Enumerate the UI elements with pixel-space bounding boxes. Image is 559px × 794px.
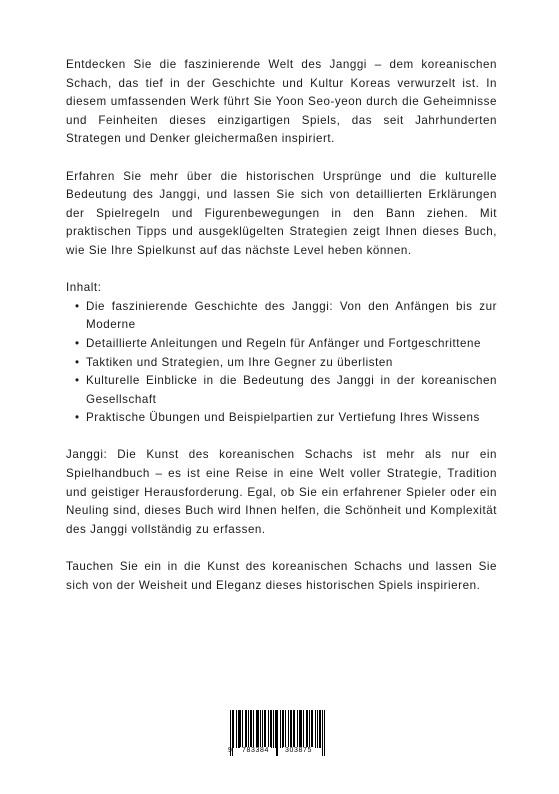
isbn-left-group: 783384 (242, 747, 269, 754)
contents-heading: Inhalt: (66, 281, 102, 295)
bullet-icon: • (75, 336, 80, 350)
closing-paragraph: Tauchen Sie ein in die Kunst des koreanischen Schachs und lassen Sie sich von der Weisheit und Eleganz dieses historischen Spiels inspirieren. (66, 560, 497, 592)
list-item-text: Taktiken und Strategien, um Ihre Gegner zu überlisten (86, 355, 393, 369)
list-item (66, 372, 497, 409)
list-item (66, 298, 497, 335)
back-cover-text (66, 56, 497, 595)
list-item (66, 409, 497, 428)
list-item-text: Detaillierte Anleitungen und Regeln für Anfänger und Fortgeschrittene (86, 336, 482, 350)
list-item (66, 335, 497, 354)
bullet-icon: • (75, 299, 80, 313)
list-item-text: Kulturelle Einblicke in die Bedeutung des Janggi in der koreanischen Gesellschaft (86, 374, 497, 406)
contents-list (66, 298, 497, 428)
bullet-icon: • (75, 374, 80, 388)
bullet-icon: • (75, 355, 80, 369)
list-item (66, 354, 497, 373)
summary-paragraph: Janggi: Die Kunst des koreanischen Schachs ist mehr als nur ein Spielhandbuch – es ist eine Reise in eine Welt voller Strategie, Tradition und geistiger Herausforderung. Egal, ob Sie ein erfahrener Spieler oder ein Neuling sind, dieses Buch wird Ihnen helfen, die Schönheit und Komplexität des Janggi vollständig zu erfassen. (66, 448, 497, 536)
isbn-barcode (230, 710, 328, 766)
list-item-text: Die faszinierende Geschichte des Janggi: Von den Anfängen bis zur Moderne (86, 299, 497, 332)
description-paragraph: Erfahren Sie mehr über die historischen Ursprünge und die kulturelle Bedeutung des Janggi, und lassen Sie sich von detaillierten Erklärungen der Spielregeln und Figurenbewegungen in den Bann ziehen. Mit praktischen Tipps und ausgeklügelten Strategien zeigt Ihnen dieses Buch, wie Sie Ihre Spielkunst auf das nächste Level heben können. (66, 169, 497, 257)
isbn-first-digit: 9 (228, 747, 233, 754)
list-item-text: Praktische Übungen und Beispielpartien zur Vertiefung Ihres Wissens (86, 411, 480, 425)
intro-paragraph: Entdecken Sie die faszinierende Welt des Janggi – dem koreanischen Schach, das tief in der Geschichte und Kultur Koreas verwurzelt ist. In diesem umfassenden Werk führt Sie Yoon Seo-yeon durch die Geheimnisse und Feinheiten dieses einzigartigen Spiels, das seit Jahrhunderten Strategen und Denker gleichermaßen inspiriert. (66, 58, 497, 146)
bullet-icon: • (75, 411, 80, 425)
isbn-right-group: 303875 (285, 747, 312, 754)
